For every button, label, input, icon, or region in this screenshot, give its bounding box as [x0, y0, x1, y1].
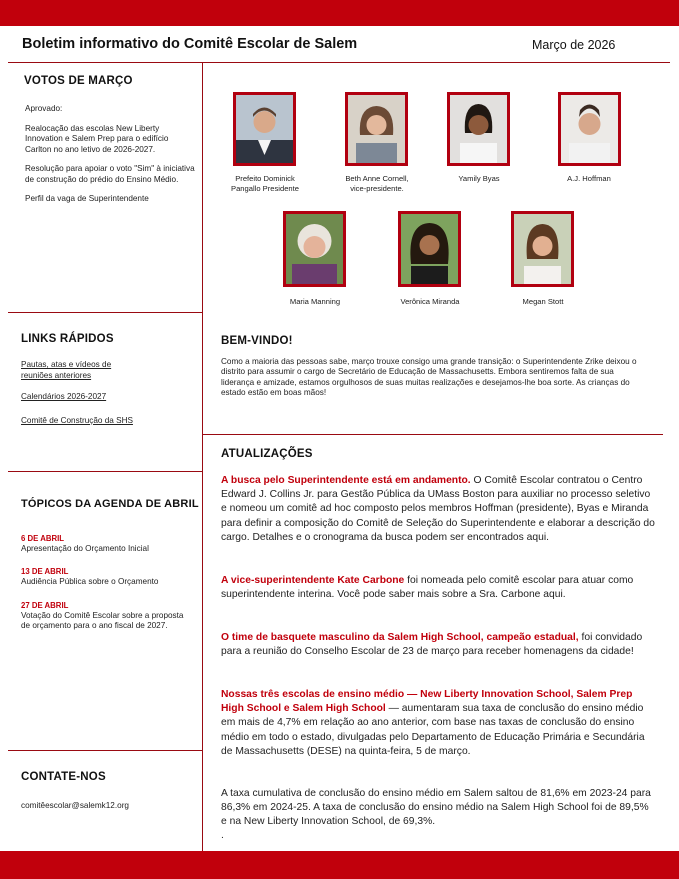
- member-caption: A.J. Hoffman: [567, 174, 611, 183]
- welcome-heading: BEM-VINDO!: [221, 335, 293, 347]
- member-photo-manning: [283, 211, 346, 287]
- update-item: A taxa cumulativa de conclusão do ensino médio em Salem saltou de 81,6% em 2023-24 para 86,3% em 2024-25. A taxa de conclusão do ensino médio na Salem High School foi de 89,5% e na New Liberty Innovation School, de 69,3%.: [221, 788, 651, 828]
- contact-email[interactable]: comitêescolar@salemk12.org: [21, 801, 129, 810]
- quick-links-heading: LINKS RÁPIDOS: [21, 333, 114, 345]
- member-caption: Megan Stott: [522, 297, 564, 306]
- agenda-text: Audiência Pública sobre o Orçamento: [21, 577, 159, 586]
- link-building-committee[interactable]: Comitê de Construção da SHS: [21, 416, 133, 425]
- link-meeting-archive[interactable]: Pautas, atas e vídeos de reuniões anteriores: [21, 360, 112, 380]
- votes-section: [25, 104, 195, 214]
- agenda-date: 27 DE ABRIL: [21, 601, 69, 610]
- update-item: Nossas três escolas de ensino médio — New Liberty Innovation School, Salem Prep High School e Salem High School — aumentaram sua taxa de conclusão do ensino médio em mais de 4,7% em relação ao ano anterior, com base nas taxas de conclusão do ensino médio em todo o estado, divulgadas pelo Departamento de Educação Primária e Secundária de Massachusetts (DESE) na quinta-feira, 5 de março.: [221, 689, 645, 757]
- vote-item: Realocação das escolas New Liberty Innovation e Salem Prep para o edifício Carlton no ano letivo de 2026-2027.: [25, 123, 169, 154]
- votes-heading: VOTOS DE MARÇO: [24, 75, 133, 87]
- member-caption: Verônica Miranda: [400, 297, 460, 306]
- sidebar-rule-3: [8, 750, 203, 751]
- update-trailing: .: [221, 830, 224, 841]
- agenda-heading: TÓPICOS DA AGENDA DE ABRIL: [21, 498, 199, 510]
- agenda-text: Votação do Comitê Escolar sobre a proposta de orçamento para o ano fiscal de 2027.: [21, 611, 184, 630]
- member-photo-cornell: [345, 92, 408, 166]
- bottom-banner: [0, 851, 679, 879]
- link-calendars[interactable]: Calendários 2026-2027: [21, 392, 107, 401]
- column-divider: [202, 63, 203, 851]
- member-photo-pangallo: [233, 92, 296, 166]
- member-caption: Prefeito Dominick Pangallo Presidente: [231, 174, 299, 193]
- welcome-text: Como a maioria das pessoas sabe, março trouxe consigo uma grande transição: o Superintendente Zrike deixou o distrito para assumir o cargo de Secretário de Educação de Massachusetts. Embora sentiremos falta de sua liderança e amizade, estamos orgulhosos de suas muitas realizações e desejamos-lhe boa sorte. As crianças do estado estão em boas mãos!: [221, 357, 637, 398]
- newsletter-title: Boletim informativo do Comitê Escolar de Salem: [22, 36, 358, 52]
- contact-heading: CONTATE-NOS: [21, 771, 106, 783]
- votes-approved-label: Aprovado:: [25, 104, 63, 113]
- sidebar-rule-2: [8, 471, 203, 472]
- member-caption: Maria Manning: [289, 297, 341, 306]
- main-rule: [202, 434, 663, 435]
- agenda-item: [21, 601, 186, 631]
- header-rule: [8, 62, 670, 63]
- member-photo-stott: [511, 211, 574, 287]
- member-caption: Beth Anne Cornell, vice-presidente.: [345, 174, 409, 193]
- updates-heading: ATUALIZAÇÕES: [221, 448, 313, 460]
- member-caption: Yamily Byas: [458, 174, 500, 183]
- agenda-item: [21, 567, 191, 587]
- update-item: A vice-superintendente Kate Carbone foi nomeada pelo comitê escolar para atuar como superintendente interina. Você pode saber mais sobre a Sra. Carbone aqui.: [221, 575, 634, 601]
- sidebar-rule-1: [8, 312, 203, 313]
- agenda-date: 13 DE ABRIL: [21, 567, 69, 576]
- member-photo-byas: [447, 92, 510, 166]
- member-photo-hoffman: [558, 92, 621, 166]
- agenda-date: 6 DE ABRIL: [21, 534, 65, 543]
- update-item: A busca pelo Superintendente está em andamento. O Comitê Escolar contratou o Centro Edward J. Collins Jr. para Gestão Pública da UMass Boston para auxiliar no processo seletivo e nomeou um comitê ad hoc composto pelos membros Hoffman (presidente), Byas e Miranda para definir a composição do Comitê de Seleção do Superintendente e elaborar a descrição do cargo. Detalhes e o cronograma da busca podem ser encontrados aqui.: [221, 475, 655, 543]
- agenda-item: [21, 534, 191, 554]
- agenda-text: Apresentação do Orçamento Inicial: [21, 544, 149, 553]
- member-photo-miranda: [398, 211, 461, 287]
- newsletter-date: Março de 2026: [532, 38, 616, 52]
- top-banner: [0, 0, 679, 26]
- update-item: O time de basquete masculino da Salem High School, campeão estadual, foi convidado para a reunião do Conselho Escolar de 23 de março para receber homenagens da cidade!: [221, 632, 643, 658]
- vote-item: Resolução para apoiar o voto "Sim" à iniciativa de construção do prédio do Ensino Médio.: [25, 164, 195, 184]
- vote-item: Perfil da vaga de Superintendente: [25, 194, 149, 203]
